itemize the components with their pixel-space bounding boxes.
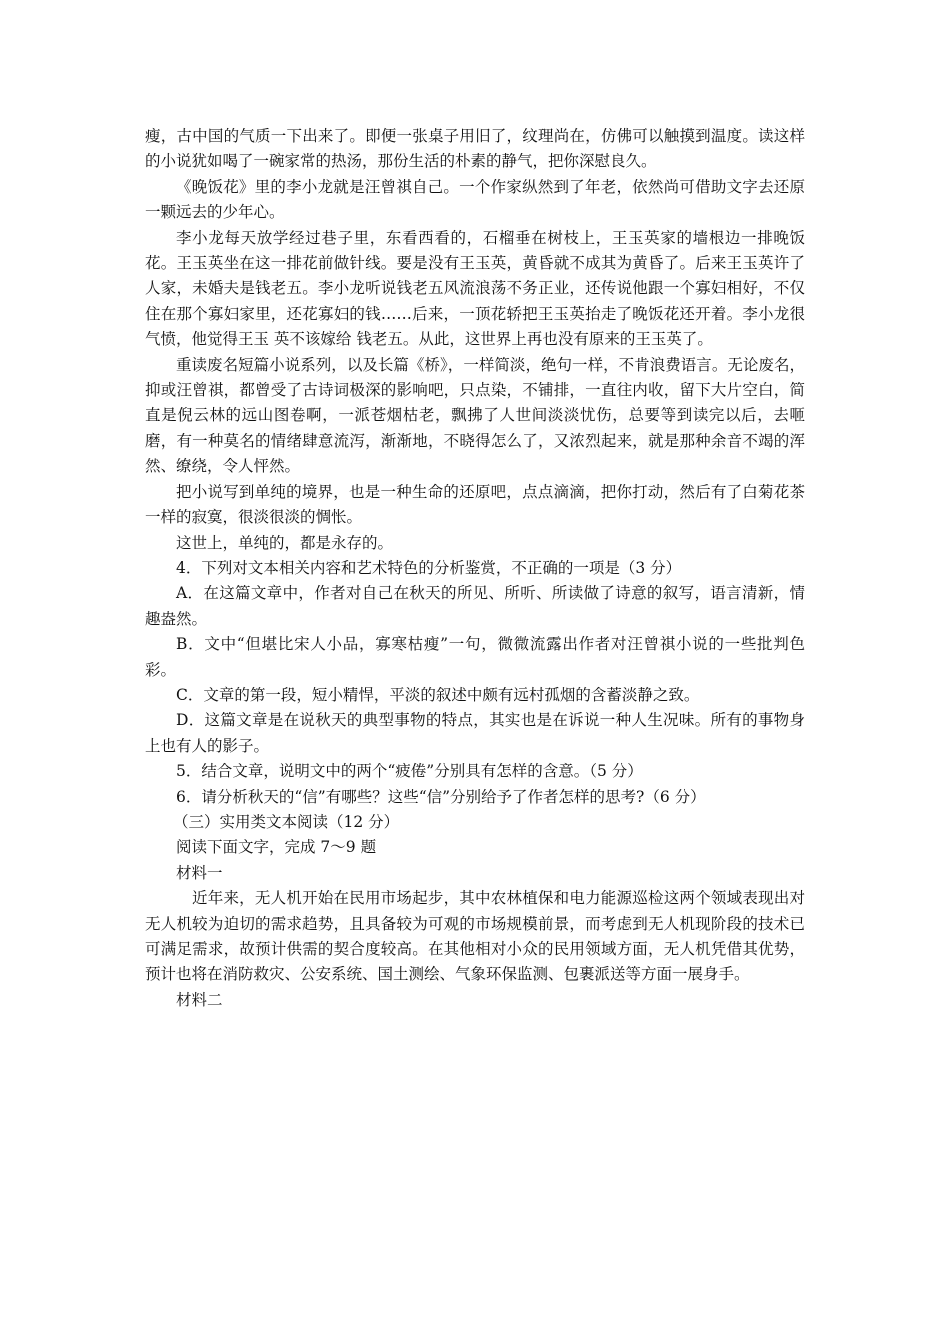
document-body: [145, 124, 805, 1013]
paragraph-simplicity: 把小说写到单纯的境界，也是一种生命的还原吧，点点滴滴，把你打动，然后有了白菊花茶一样的寂寞，很淡很淡的惆怅。: [145, 482, 805, 527]
paragraph-li-xiaolong: 李小龙每天放学经过巷子里，东看西看的，石榴垂在树枝上，王玉英家的墙根边一排晚饭花。王玉英坐在这一排花前做针线。要是没有王玉英，黄昏就不成其为黄昏了。后来王玉英许了人家，未婚夫是钱老五。李小龙听说钱老五风流浪荡不务正业，还传说他跟一个寡妇相好，不仅住在那个寡妇家里，还花寡妇的钱……后来，一顶花轿把王玉英抬走了晚饭花还开着。李小龙很气愤，他觉得王玉 英不该嫁给 钱老五。从此，这世界上再也没有原来的王玉英了。: [145, 228, 805, 349]
question-4-option-a: A．在这篇文章中，作者对自己在秋天的所见、所听、所读做了诗意的叙写，语言清新，情趣盎然。: [145, 584, 805, 628]
section-instruction: 阅读下面文字，完成 7～9 题: [176, 838, 377, 857]
question-6: 6．请分析秋天的“信”有哪些？这些“信”分别给予了作者怎样的思考?（6 分）: [176, 787, 706, 806]
question-4: 4．下列对文本相关内容和艺术特色的分析鉴赏，不正确的一项是（3 分）: [176, 558, 682, 577]
paragraph-conclusion: 这世上，单纯的，都是永存的。: [176, 533, 394, 552]
question-4-option-b: B．文中“但堪比宋人小品，寡寒枯瘦”一句，微微流露出作者对汪曾祺小说的一些批判色彩。: [145, 635, 805, 679]
material-2-title: 材料二: [176, 990, 223, 1009]
question-4-option-c: C．文章的第一段，短小精悍，平淡的叙述中颇有远村孤烟的含蓄淡静之致。: [176, 685, 700, 704]
paragraph-feiming: 重读废名短篇小说系列，以及长篇《桥》，一样简淡，绝句一样，不肯浪费语言。无论废名，抑或汪曾祺，都曾受了古诗词极深的影响吧，只点染，不铺排，一直往内收，留下大片空白，简直是倪云林的远山图卷啊，一派苍烟枯老，飘拂了人世间淡淡忧伤，总要等到读完以后，去咂磨，有一种莫名的情绪肆意流泻，渐渐地，不晓得怎么了，又浓烈起来，就是那种余音不竭的浑然、缭绕，令人怦然。: [145, 355, 805, 476]
question-5: 5．结合文章，说明文中的两个“疲倦”分别具有怎样的含意。（5 分）: [176, 762, 643, 781]
section-title: （三）实用类文本阅读（12 分）: [173, 812, 400, 831]
question-4-option-d: D．这篇文章是在说秋天的典型事物的特点，其实也是在诉说一种人生况味。所有的事物身上也有人的影子。: [145, 711, 805, 755]
material-1-title: 材料一: [176, 863, 223, 882]
material-1-text: 近年来，无人机开始在民用市场起步，其中农林植保和电力能源巡检这两个领域表现出对无人机较为迫切的需求趋势，且具备较为可观的市场规模前景，而考虑到无人机现阶段的技术已可满足需求，故预计供需的契合度较高。在其他相对小众的民用领域方面，无人机凭借其优势，预计也将在消防救灾、公安系统、国土测绘、气象环保监测、包裹派送等方面一展身手。: [145, 889, 805, 984]
paragraph-wanfanhua: 《晚饭花》里的李小龙就是汪曾祺自己。一个作家纵然到了年老，依然尚可借助文字去还原一颗远去的少年心。: [145, 177, 805, 222]
paragraph-continuation: 瘦，古中国的气质一下出来了。即便一张桌子用旧了，纹理尚在，仿佛可以触摸到温度。读这样的小说犹如喝了一碗家常的热汤，那份生活的朴素的静气，把你深慰良久。: [145, 127, 805, 171]
